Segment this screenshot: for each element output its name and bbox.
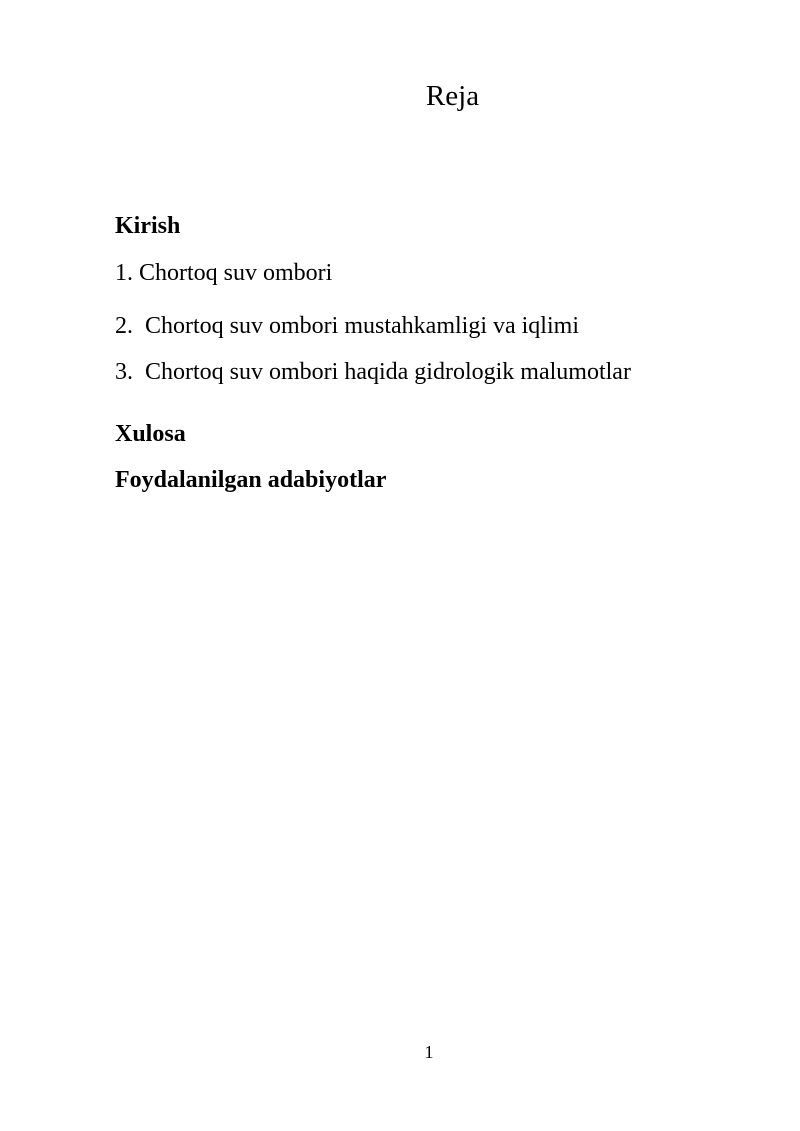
list-item-text: Chortoq suv ombori haqida gidrologik malumotlar bbox=[145, 359, 631, 385]
list-item-text: Chortoq suv ombori mustahkamligi va iqlimi bbox=[145, 313, 579, 339]
list-item-number: 3. bbox=[115, 359, 133, 385]
page-title: Reja bbox=[425, 80, 480, 112]
list-item-3 bbox=[115, 357, 631, 387]
list-item-number: 1. bbox=[115, 260, 133, 286]
section-references: Foydalanilgan adabiyotlar bbox=[115, 467, 387, 493]
page-number: 1 bbox=[424, 1042, 434, 1062]
list-item-1 bbox=[115, 258, 332, 288]
list-item-2 bbox=[115, 311, 579, 341]
list-item-text: Chortoq suv ombori bbox=[139, 260, 333, 286]
section-conclusion: Xulosa bbox=[115, 421, 186, 447]
section-intro: Kirish bbox=[115, 213, 181, 239]
list-item-number: 2. bbox=[115, 313, 133, 339]
